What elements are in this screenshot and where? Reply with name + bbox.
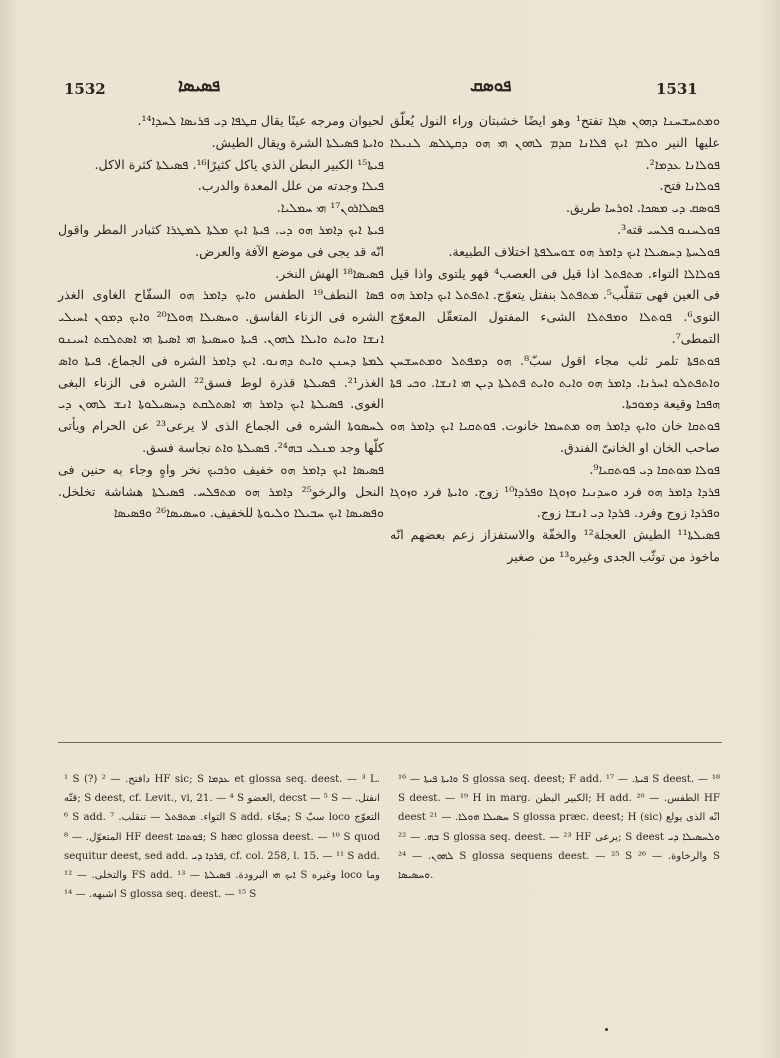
entry: ܦܘܬܩܐ خان ܘܐܝܟ ܕܐܡܪ ܗܘ ܡܬܚܡܐ خانوت. ܦܘܬܩܝܐ ܐܝܟ ܕܐܡܪ ܗܘ صاحب الخان او الخانىّ الفندق.: [390, 418, 720, 455]
entry: ܦܝܠܐ وجدته من علل المعدة والدرب.: [197, 178, 384, 194]
entry: ܦܪܕܐ ܕܐܡܪ ܗܘ فرد ܘܚܕܢܝܐ ܘܙܘܓܐ ܘܦܪܕܐ¹⁰ زوج. ܘܐܝܬܐ فرد ܘܙܘܓܐ ܘܦܪܕܐ زوج وفرد. ܦܪܕܐ ܕܝ ܐܢܫܐ زوج.: [390, 483, 721, 521]
page-number-left: 1532: [64, 80, 106, 98]
entry: ܦܘܠܚܢܘ ܦܠܚܝ قته³.: [617, 221, 720, 237]
entry: ܦܣܝܣܐ ܐܝܟ ܕܐܡܪ ܗܘ خفيف ܘܪܟܝܟ نخر واهٍ وجاء به حنين فى النحل والرخو²⁵ ܕܐܡܪ ܗܘ ܡܬܦܠܚ. ܦܣܝܠܬܐ هشاشة تخلخل. ܘܦܣܝܣܐ ܐܝܟ ܚܒܝܠܐ ܘܠܝܘܬܐ للخفيف. ܘܚܣܝܣܐ²⁶ ܘܦܣܝܣܐ: [58, 461, 384, 521]
entry: ܦܝܬܐ ܐܝܟ ܕܐܡܪ ܗܘ ܕܝ. ܦܝܬܐ ܐܝܟ ܡܠܬܐ ܠܡܛܪܐ كثبادر المطر واقول انّه قد يجى فى موضع الآفة والعرض.: [58, 221, 384, 259]
entry: لحيوان ومرجه عينًا يقال ܩܛܦܐ ܕܝ ܦܪܝܣܐ ܠܚܕܐ¹⁴.: [137, 113, 384, 128]
ink-speck: [605, 1028, 608, 1031]
right-column: [390, 110, 720, 568]
entry: ܘܡܬܚܫܚܢܐ ܕܗܘܢ ܣܓܐ تفتح¹ وهو ايضًا خشبتان وراء النول يُعلّق عليها النير ܘܠܡ ܐܝܟ ܦܠܐܢܐ ܩܕܡ ܠܗܘܢ ܗܝ ܗܘ ܕܩܛܠܣ ܠܢܝܠܐ ܦܘܠܐܢܐ ܥܕܡܐ².: [390, 113, 720, 172]
footnote-divider: [58, 742, 722, 743]
entry: ܦܣܠܐܪܘܢ¹⁷ ܗܝ ܚܡܠܝܐ.: [276, 200, 384, 216]
entry: ܦܣܝܣܐ¹⁸ الهش النخر.: [275, 265, 384, 281]
page-number-right: 1531: [656, 80, 698, 98]
entry: ܦܣܝܠܬܐ¹¹ الطيش العجلة¹² والخفّة والاستفزاز زعم بعضهم انّه ماخوذ من توثّب الجدى وغيره¹³ من صغير: [390, 527, 720, 564]
entry: ܦܘܠܚܬܐ ܕܚܣܝܠܐ ܐܝܟ ܕܐܡܪ ܗܘ ܫܘܚܠܦܬܐ اختلاف الطبيعة.: [448, 243, 720, 259]
entry: ܦܘܠܐܠܐ التواء. ܡܬܦܬܠ اذا قيل فى العصب⁴ فهو يلتوى واذا قيل فى العين فهى تتقلّب⁵. ܡܬܦܬܠ بنفتل يتعوّج. ܐܬܦܬܠ ܐܝܟ ܕܐܡܪ ܗܘ التوى⁶. ܦܘܬܠܐ ܘܡܦܬܠܐ الشىء المفتول المتعقّل المعوّج التمطى⁷.: [390, 265, 720, 346]
entry: ܦܘܠܐܢܐ فتح.: [659, 178, 720, 194]
entry: ܦܝܬܐ¹⁵ الكبير البطن الذي ياكل كثيرًا¹⁶. ܦܣܝܠܬܐ كثرة الاكل.: [94, 156, 384, 172]
footnotes-right: [398, 770, 720, 885]
running-head-left: ܦܣܝܣܐ: [178, 76, 221, 96]
entry: ܦܘܣܩ ܕܝ ܡܣܟܐ. ܐܘܪܚܐ طريق.: [565, 200, 720, 216]
entry: ܦܘܠܐ ܡܘܬܩܐ ܕܝ ܦܘܬܩܝܐ⁹.: [589, 461, 720, 477]
running-head-right: ܦܘܣܩ: [470, 76, 512, 96]
entry: ܦܣܐ النطف¹⁹ الطفس ܘܐܝܟ ܕܐܡܪ ܗܘ السفّاح الغاوى الغذر الشره فى الزناء الفاسق. ܘܚܣܝܠܐ ܗܘܠܐ²⁰ ܘܐܝܟ ܕܡܘܢ ܐܚܝܠܝ ܐܢܫܐ ܘܐܝܬ ܘܐܝܠܐ ܠܗܘܢ. ܦܝܬܐ ܘܚܣܝܬܐ ܗܝ ܐܣܝܬܐ ܗܝ ܐܣܬܠܩܬ ܐܚܝܢܘ ܠܡܬܐ ܕܚܢܢ ܘܐܝܬ ܕܗܢܘ. ܐܝܟ ܕܐܡܪ الشره فى الجماع. ܦܝܬܐ ܘܐܣ الغذر²¹. ܦܣܝܠܬܐ قذرة لوط فسق²² الشره فى الزناء البغى الغوى. ܦܣܝܠܬܐ ܐܝܟ ܕܐܡܪ ܗܝ ܐܣܬܠܩܬ ܕܚܣܝܠܘܬܐ ܐܢܫ ܠܗܘܢ ܕܝ ܠܚܣܘܬܐ الشره فى الجماع الذى لا يرعى²³ عن الحرام ويأتى كلّها وجد ܡܢܠܝ ܒܗ²⁴. ܦܣܝܠܬܐ ܘܐܬ نجاسة فسق.: [58, 287, 384, 455]
entry: ܦܘܬܦܬܐ تلمر ثلب مجاء اقول سبّ⁸. ܗܘ ܕܡܦܬܠ ܘܡܬܚܫܚܢ ܘܐܬܦܬܠܘ ܐܚܪܢܐ. ܕܐܡܪ ܗܘ ܘܐܝܬ ܘܐܝܬ ܦܬܠܬܐ ܕܝܢ ܗܝ ܐܢܫܐ. ܘܟܝ ܦܬܐ ܗܦܟܐ وقيعة ܕܡܘܟܬܐ.: [390, 352, 720, 412]
entry: ܘܐܝܬܐ ܦܣܝܠܬܐ الشرة ويقال الطيش.: [211, 134, 384, 150]
footnotes-left: [64, 770, 380, 904]
left-column: [58, 110, 384, 524]
footnote-text: ܘܐܝܬܐ ܦܝܬܐ — ¹⁶ S glossa seq. deest; F add. ܦܝܬܐ. — ¹⁷ S deest. — ¹⁸ S deest. — ¹⁹ H in marg. الكبير البطن; H add. الطفس. — ²⁰ HF deest ܚܣܝܠܐ ܗܘܠܐ. — ²¹ S glossa præc. deest; H (sic) انّه الذى يولع ܒܗ. — ²² S glossa seq. deest. — ²³ HF يرعى; S deest ܘܠܚܣܝܠܐ ܕܝ ܠܗܘܢ. — ²⁴ S glossa sequens deest. — ²⁵ S والرخاوة. — ²⁶ S ܘܚܣܝܣܐ.: [398, 774, 721, 882]
footnote-text: ¹ S (?) دافتح. — ² HF sic; S ܥܕܡܐ et glossa seq. deest. — ³ L. قتّه; S deest, cf. Levit., vi, 21. — ⁴ S العضو, decst — ⁵ S انفتل. — ⁶ S add. التواء. ܡܬܦܬܠ — تنقلب. ⁷ S add. مجّاء; S سبّ loco التعوّج المتعوّل. — ⁸ HF deest ܦܘܬܩܐ; S hæc glossa deest. — ¹⁰ S quod sequitur deest, sed add. ܦܪܕܐ ܕܝ, cf. col. 258, l. 15. — ¹¹ S add. والتخلى. — ¹² FS add. ܐܝܟ ܗܝ البرودة. ܦܣܝܠܬܐ — ¹³ S وغيره loco وما اشبهه. — ¹⁴ S glossa seq. deest. — ¹⁵ S: [64, 774, 380, 901]
